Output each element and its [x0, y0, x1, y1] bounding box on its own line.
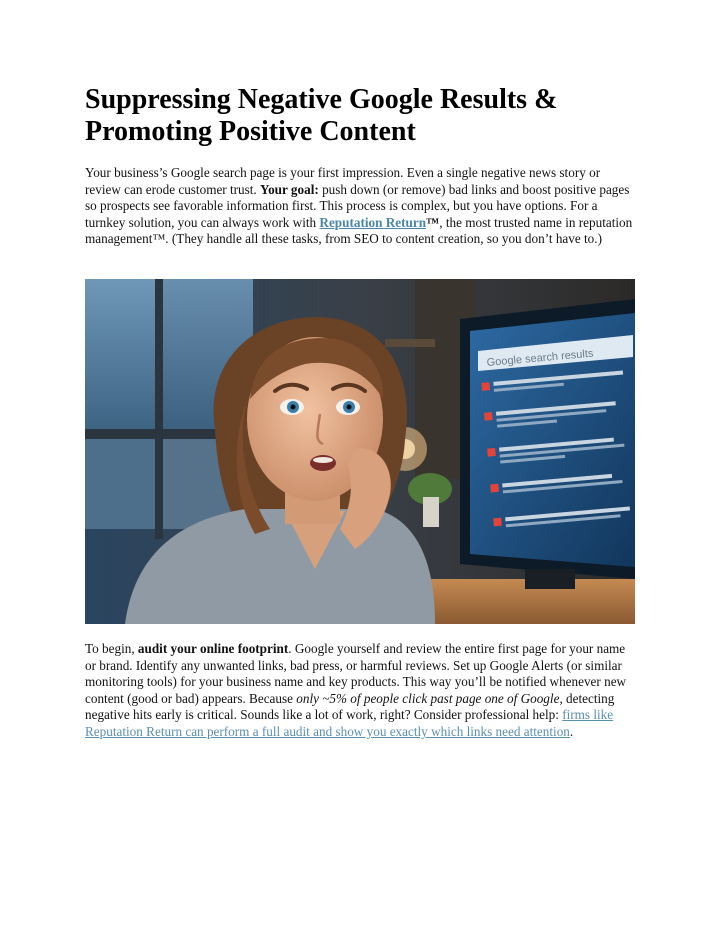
- professional-audit-link[interactable]: firms like Reputation Return can perform a full audit and show you exactly which links need attention: [85, 707, 614, 739]
- audit-text-2: . Google yourself and review the entire first page for your name or brand. Identify any unwanted links, bad press, or harmful reviews. Set up Google Alerts (or similar monitoring tools) for your business name and key products. This way you’ll be notified whenever new content (good or bad) appears. Because: [85, 641, 627, 706]
- audit-text-1: To begin,: [85, 641, 138, 656]
- reputation-return-link[interactable]: Reputation Return: [319, 214, 427, 230]
- screen-search-text: Google search results: [486, 347, 594, 369]
- worried-woman-photo-icon: [85, 279, 635, 624]
- intro-text-1: Your business’s Google search page is your first impression. Even a single negative news story or review can erode customer trust.: [85, 165, 601, 197]
- trademark-mark: ™: [426, 214, 440, 230]
- audit-text-4: .: [569, 723, 574, 739]
- audit-paragraph: [85, 641, 637, 741]
- statistic-italic: only ~5% of people click past page one of Google: [296, 690, 560, 706]
- article-title: Suppressing Negative Google Results & Promoting Positive Content: [85, 84, 558, 147]
- audit-text-3: , detecting negative hits early is critical. Sounds like a lot of work, right? Consider professional help:: [85, 690, 615, 723]
- audit-bold-phrase: audit your online footprint: [137, 641, 289, 656]
- intro-text-3: , the most trusted name in reputation management™. (They handle all these tasks, from SEO to content creation, so you don’t have to.): [85, 214, 633, 247]
- goal-label: Your goal:: [260, 181, 319, 197]
- intro-text-2: push down (or remove) bad links and boost positive pages so prospects see favorable information first. This process is complex, but you have options. For a turnkey solution, you can always work with: [85, 181, 630, 230]
- hero-image: [85, 279, 635, 624]
- intro-paragraph: [85, 165, 637, 248]
